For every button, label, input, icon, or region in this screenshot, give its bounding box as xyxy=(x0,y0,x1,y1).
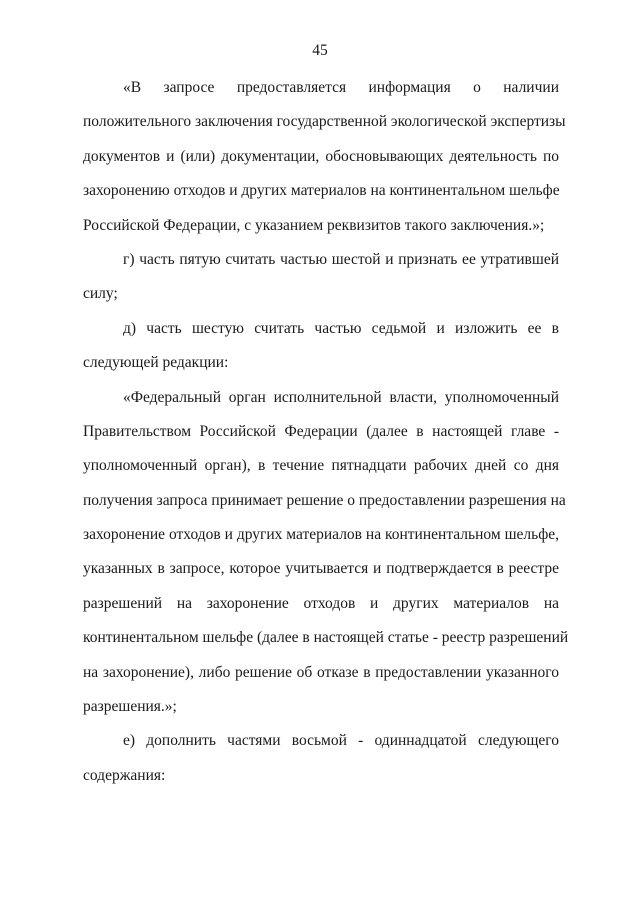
text-line: получения запроса принимает решение о предоставлении разрешения на xyxy=(83,491,566,509)
paragraph xyxy=(83,250,559,319)
text-line: континентальном шельфе (далее в настоящей статье - реестр разрешений xyxy=(83,629,569,647)
page-number: 45 xyxy=(312,42,328,59)
text-line: «Федеральный орган исполнительной власти, уполномоченный xyxy=(123,388,559,406)
document-body xyxy=(83,78,569,800)
text-line: захоронение отходов и других материалов на континентальном шельфе, xyxy=(83,526,559,544)
text-line: г) часть пятую считать частью шестой и признать ее утратившей xyxy=(123,250,559,268)
paragraph xyxy=(83,319,559,388)
text-line: на захоронение), либо решение об отказе в предоставлении указанного xyxy=(83,663,559,681)
text-line: документов и (или) документации, обосновывающих деятельность по xyxy=(83,147,559,165)
text-line: Российской Федерации, с указанием реквизитов такого заключения.»; xyxy=(83,216,545,234)
text-line: разрешения.»; xyxy=(83,698,177,716)
text-line: уполномоченный орган), в течение пятнадцати рабочих дней со дня xyxy=(83,457,559,475)
text-line: указанных в запросе, которое учитывается и подтверждается в реестре xyxy=(83,560,559,578)
text-line: Правительством Российской Федерации (далее в настоящей главе - xyxy=(83,422,559,440)
text-line: силу; xyxy=(83,285,118,303)
paragraph xyxy=(83,731,559,800)
text-line: «В запросе предоставляется информация о наличии xyxy=(123,79,559,96)
text-line: следующей редакции: xyxy=(83,354,229,372)
paragraph xyxy=(83,388,569,732)
text-line: е) дополнить частями восьмой - одиннадцатой следующего xyxy=(123,732,559,750)
text-line: захоронению отходов и других материалов на континентальном шельфе xyxy=(83,182,560,200)
text-line: д) часть шестую считать частью седьмой и изложить ее в xyxy=(123,319,559,337)
text-line: содержания: xyxy=(83,766,166,784)
text-line: положительного заключения государственной экологической экспертизы xyxy=(83,113,566,131)
text-line: разрешений на захоронение отходов и других материалов на xyxy=(83,594,559,612)
paragraph xyxy=(83,78,566,250)
